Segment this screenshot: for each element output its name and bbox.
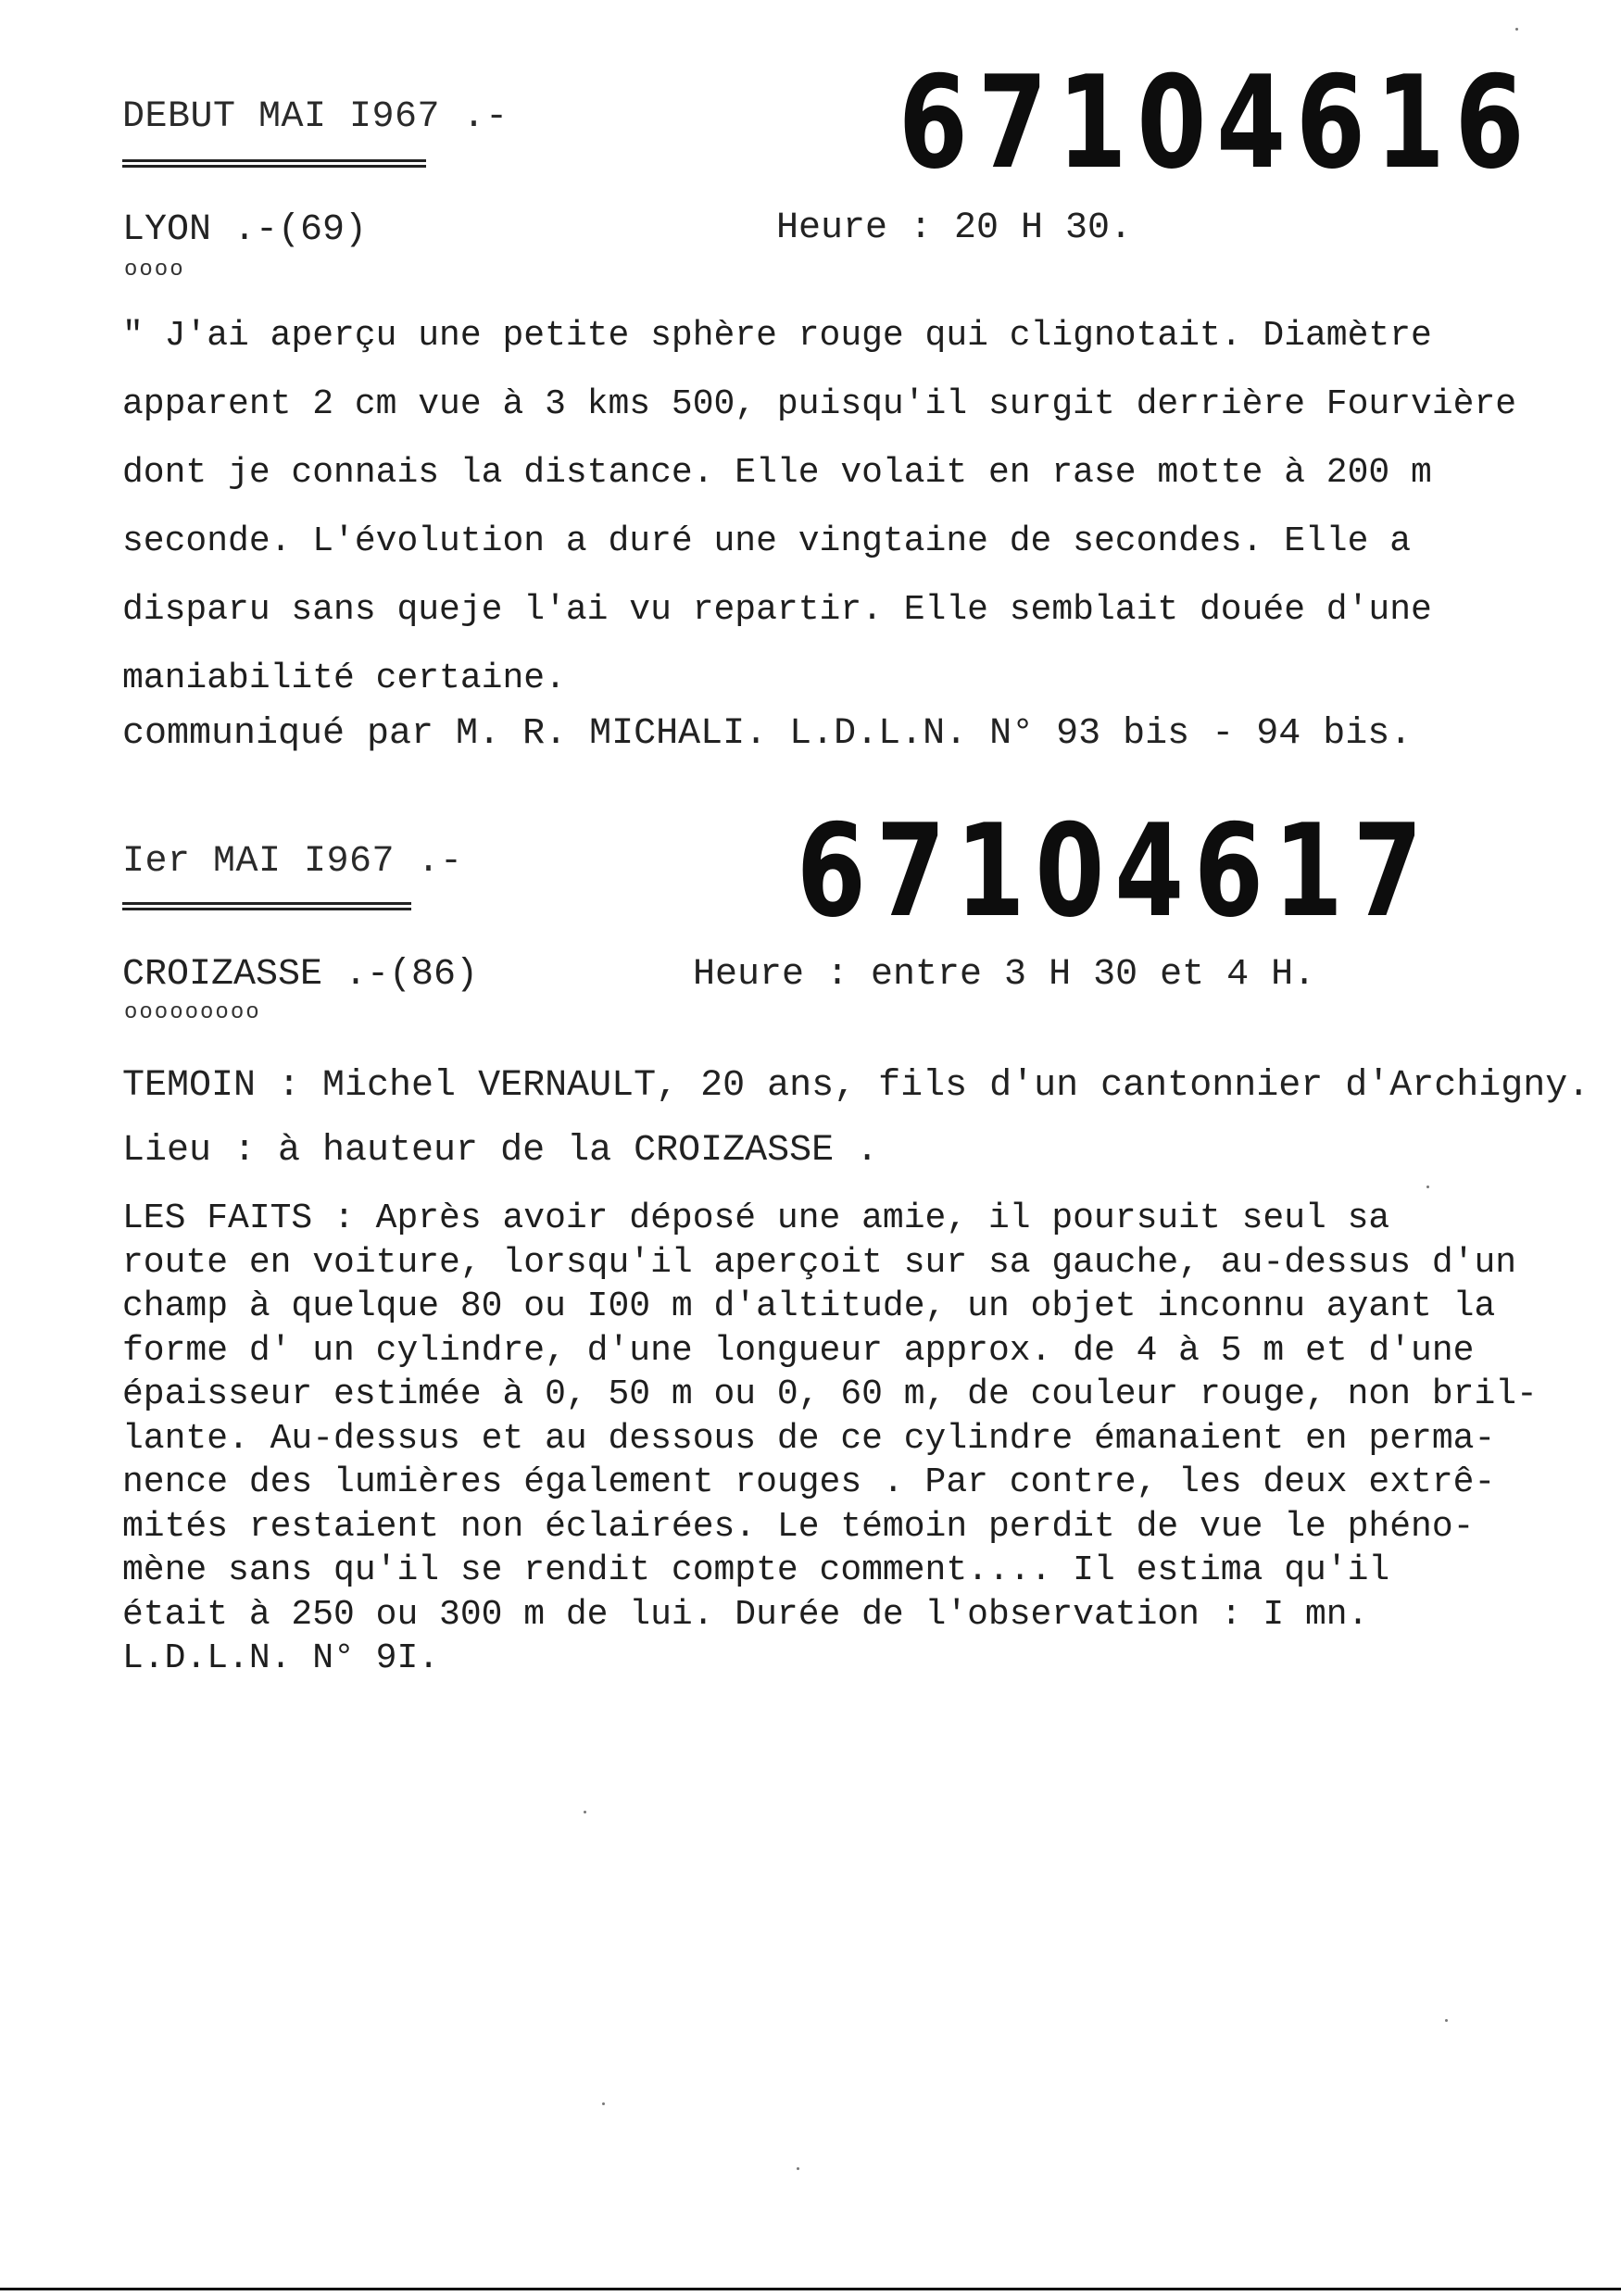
facts-line: L.D.L.N. N° 9I. xyxy=(122,1638,440,1678)
entry2-case-number-stamp: 67104617 xyxy=(797,797,1433,946)
entry2-date: Ier MAI I967 .- xyxy=(122,841,463,883)
entry2-facts xyxy=(122,1197,1538,1681)
entry2-time: Heure : entre 3 H 30 et 4 H. xyxy=(693,954,1316,996)
scan-speck xyxy=(1445,2019,1448,2022)
facts-line: LES FAITS : Après avoir déposé une amie, il poursuit seul sa xyxy=(122,1198,1390,1238)
testimony-line: " J'ai aperçu une petite sphère rouge qui clignotait. Diamètre xyxy=(122,316,1432,356)
entry2-witness: TEMOIN : Michel VERNAULT, 20 ans, fils d'un cantonnier d'Archigny. xyxy=(122,1065,1590,1107)
scan-speck xyxy=(797,2167,799,2170)
scan-speck xyxy=(1426,1186,1429,1188)
entry1-date-underline xyxy=(122,159,426,168)
testimony-line: maniabilité certaine. xyxy=(122,659,566,698)
entry2-place: CROIZASSE .-(86) xyxy=(122,954,479,996)
testimony-line: apparent 2 cm vue à 3 kms 500, puisqu'il surgit derrière Fourvière xyxy=(122,384,1517,424)
scan-speck xyxy=(1515,28,1518,31)
facts-line: forme d' un cylindre, d'une longueur approx. de 4 à 5 m et d'une xyxy=(122,1330,1475,1371)
entry2-date-underline xyxy=(122,902,411,910)
scan-speck xyxy=(602,2102,605,2105)
facts-line: route en voiture, lorsqu'il aperçoit sur sa gauche, au-dessus d'un xyxy=(122,1242,1517,1283)
testimony-line: seconde. L'évolution a duré une vingtaine de secondes. Elle a xyxy=(122,521,1412,561)
entry2-location: Lieu : à hauteur de la CROIZASSE . xyxy=(122,1130,879,1172)
facts-line: lante. Au-dessus et au dessous de ce cylindre émanaient en perma- xyxy=(122,1418,1496,1459)
entry1-source: communiqué par M. R. MICHALI. L.D.L.N. N° 93 bis - 94 bis. xyxy=(122,713,1413,755)
scan-speck xyxy=(584,1811,586,1813)
facts-line: champ à quelque 80 ou I00 m d'altitude, un objet inconnu ayant la xyxy=(122,1286,1496,1326)
facts-line: était à 250 ou 300 m de lui. Durée de l'observation : I mn. xyxy=(122,1594,1369,1635)
entry1-place: LYON .-(69) xyxy=(122,209,368,251)
entry2-circle-rating: ooooooooo xyxy=(124,1000,261,1025)
facts-line: nence des lumières également rouges . Par contre, les deux extrê- xyxy=(122,1462,1496,1502)
facts-line: mène sans qu'il se rendit compte comment.... Il estima qu'il xyxy=(122,1550,1390,1590)
facts-line: mités restaient non éclairées. Le témoin perdit de vue le phéno- xyxy=(122,1506,1475,1547)
scan-bottom-edge xyxy=(0,2288,1621,2290)
entry1-case-number-stamp: 67104616 xyxy=(898,48,1535,197)
entry1-circle-rating: oooo xyxy=(124,257,185,282)
testimony-line: dont je connais la distance. Elle volait en rase motte à 200 m xyxy=(122,453,1432,493)
entry1-time: Heure : 20 H 30. xyxy=(776,207,1133,249)
testimony-line: disparu sans queje l'ai vu repartir. Elle semblait douée d'une xyxy=(122,590,1432,630)
facts-line: épaisseur estimée à 0, 50 m ou 0, 60 m, de couleur rouge, non bril- xyxy=(122,1374,1538,1414)
entry1-date: DEBUT MAI I967 .- xyxy=(122,96,509,138)
entry1-testimony xyxy=(122,302,1516,713)
